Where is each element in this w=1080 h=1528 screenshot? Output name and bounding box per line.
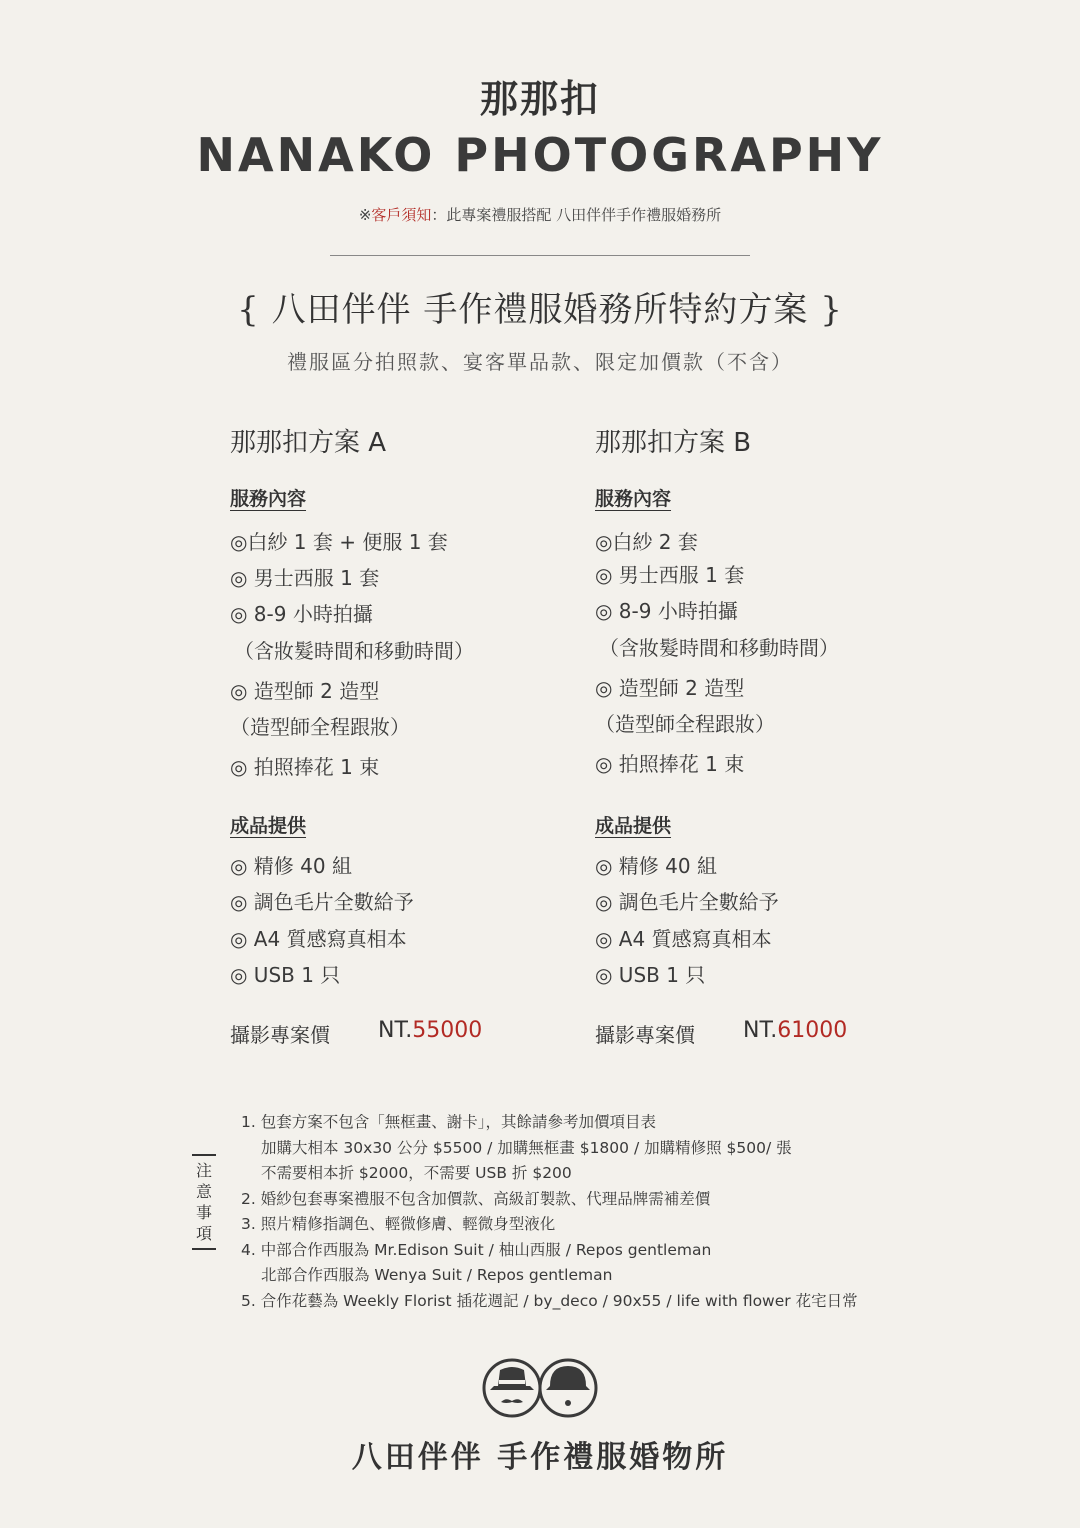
plan-a-service-heading: 服務內容 xyxy=(230,488,307,510)
plan-b-service-item: ◎ 男士西服 1 套 xyxy=(595,563,745,587)
notes-label-text: 注意事項 xyxy=(195,1161,212,1243)
plan-b-product-item: ◎ 精修 40 組 xyxy=(595,854,717,878)
plan-b-product-item: ◎ USB 1 只 xyxy=(595,963,706,987)
plan-b-service-heading: 服務內容 xyxy=(595,488,672,510)
note-line: 北部合作西服為 Wenya Suit / Repos gentleman xyxy=(261,1266,613,1284)
plan-b-price-label: 攝影專案價 xyxy=(595,1023,695,1047)
notice-prefix: ※ xyxy=(358,206,372,224)
note-line: 4. 中部合作西服為 Mr.Edison Suit / 柚山西服 / Repos gentleman xyxy=(241,1241,712,1259)
price-value: 55000 xyxy=(412,1018,483,1043)
plan-a-service-note: （含妝髮時間和移動時間） xyxy=(234,639,474,663)
plan-a-product-item: ◎ 調色毛片全數給予 xyxy=(230,890,414,914)
note-line: 2. 婚紗包套專案禮服不包含加價款、高級訂製款、代理品牌需補差價 xyxy=(241,1190,711,1208)
plan-a-service-note: （造型師全程跟妝） xyxy=(230,715,410,739)
plan-b-service-note: （含妝髮時間和移動時間） xyxy=(599,636,839,660)
two-gentlemen-hat-logo-icon xyxy=(478,1352,602,1422)
plan-title: { 八田伴伴 手作禮服婚務所特約方案 } xyxy=(237,290,843,330)
price-value: 61000 xyxy=(777,1018,848,1043)
plan-a-service-item: ◎ 男士西服 1 套 xyxy=(230,566,380,590)
header-divider xyxy=(330,255,750,256)
note-line: 加購大相本 30x30 公分 $5500 / 加購無框畫 $1800 / 加購精修照 $500/ 張 xyxy=(261,1139,792,1157)
plan-a-service-item: ◎白紗 1 套 + 便服 1 套 xyxy=(230,530,448,554)
plan-b-service-item: ◎ 8-9 小時拍攝 xyxy=(595,599,738,623)
notes-label xyxy=(192,1154,216,1250)
price-prefix: NT. xyxy=(743,1018,778,1043)
plan-a-title: 那那扣方案 A xyxy=(230,428,387,458)
footer-brand-name: 八田伴伴 手作禮服婚物所 xyxy=(351,1440,729,1475)
plan-a-service-item: ◎ 造型師 2 造型 xyxy=(230,679,380,703)
note-line: 1. 包套方案不包含「無框畫、謝卡」，其餘請參考加價項目表 xyxy=(241,1113,656,1131)
plan-a-product-item: ◎ A4 質感寫真相本 xyxy=(230,927,407,951)
plan-b-product-item: ◎ 調色毛片全數給予 xyxy=(595,890,779,914)
plan-b-price xyxy=(743,1018,847,1043)
price-prefix: NT. xyxy=(378,1018,413,1043)
plan-a-product-heading: 成品提供 xyxy=(230,815,307,837)
plan-a-price-label: 攝影專案價 xyxy=(230,1023,330,1047)
plan-b-product-item: ◎ A4 質感寫真相本 xyxy=(595,927,772,951)
plan-b-service-item: ◎白紗 2 套 xyxy=(595,530,698,554)
plan-a-product-item: ◎ 精修 40 組 xyxy=(230,854,352,878)
plan-b-service-note: （造型師全程跟妝） xyxy=(595,712,775,736)
customer-notice xyxy=(0,204,1080,225)
note-line: 不需要相本折 $2000，不需要 USB 折 $200 xyxy=(261,1164,572,1182)
plan-a-service-item: ◎ 8-9 小時拍攝 xyxy=(230,602,373,626)
plan-a-product-item: ◎ USB 1 只 xyxy=(230,963,341,987)
notice-label: 客戶須知 xyxy=(371,206,432,224)
plan-a-service-item: ◎ 拍照捧花 1 束 xyxy=(230,755,380,779)
brand-name-english: NANAKO PHOTOGRAPHY xyxy=(196,128,884,182)
plan-b-service-item: ◎ 造型師 2 造型 xyxy=(595,676,745,700)
plan-a-price xyxy=(378,1018,482,1043)
notice-text: ：此專案禮服搭配 八田伴伴手作禮服婚務所 xyxy=(431,206,722,224)
brand-name-chinese: 那那扣 xyxy=(479,77,600,121)
plan-b-title: 那那扣方案 B xyxy=(595,428,752,458)
note-line: 5. 合作花藝為 Weekly Florist 插花週記 / by_deco / 90x55 / life with flower 花宅日常 xyxy=(241,1292,858,1310)
plan-subtitle: 禮服區分拍照款、宴客單品款、限定加價款（不含） xyxy=(287,350,793,374)
plan-b-product-heading: 成品提供 xyxy=(595,815,672,837)
note-line: 3. 照片精修指調色、輕微修膚、輕微身型液化 xyxy=(241,1215,556,1233)
plan-b-service-item: ◎ 拍照捧花 1 束 xyxy=(595,752,745,776)
